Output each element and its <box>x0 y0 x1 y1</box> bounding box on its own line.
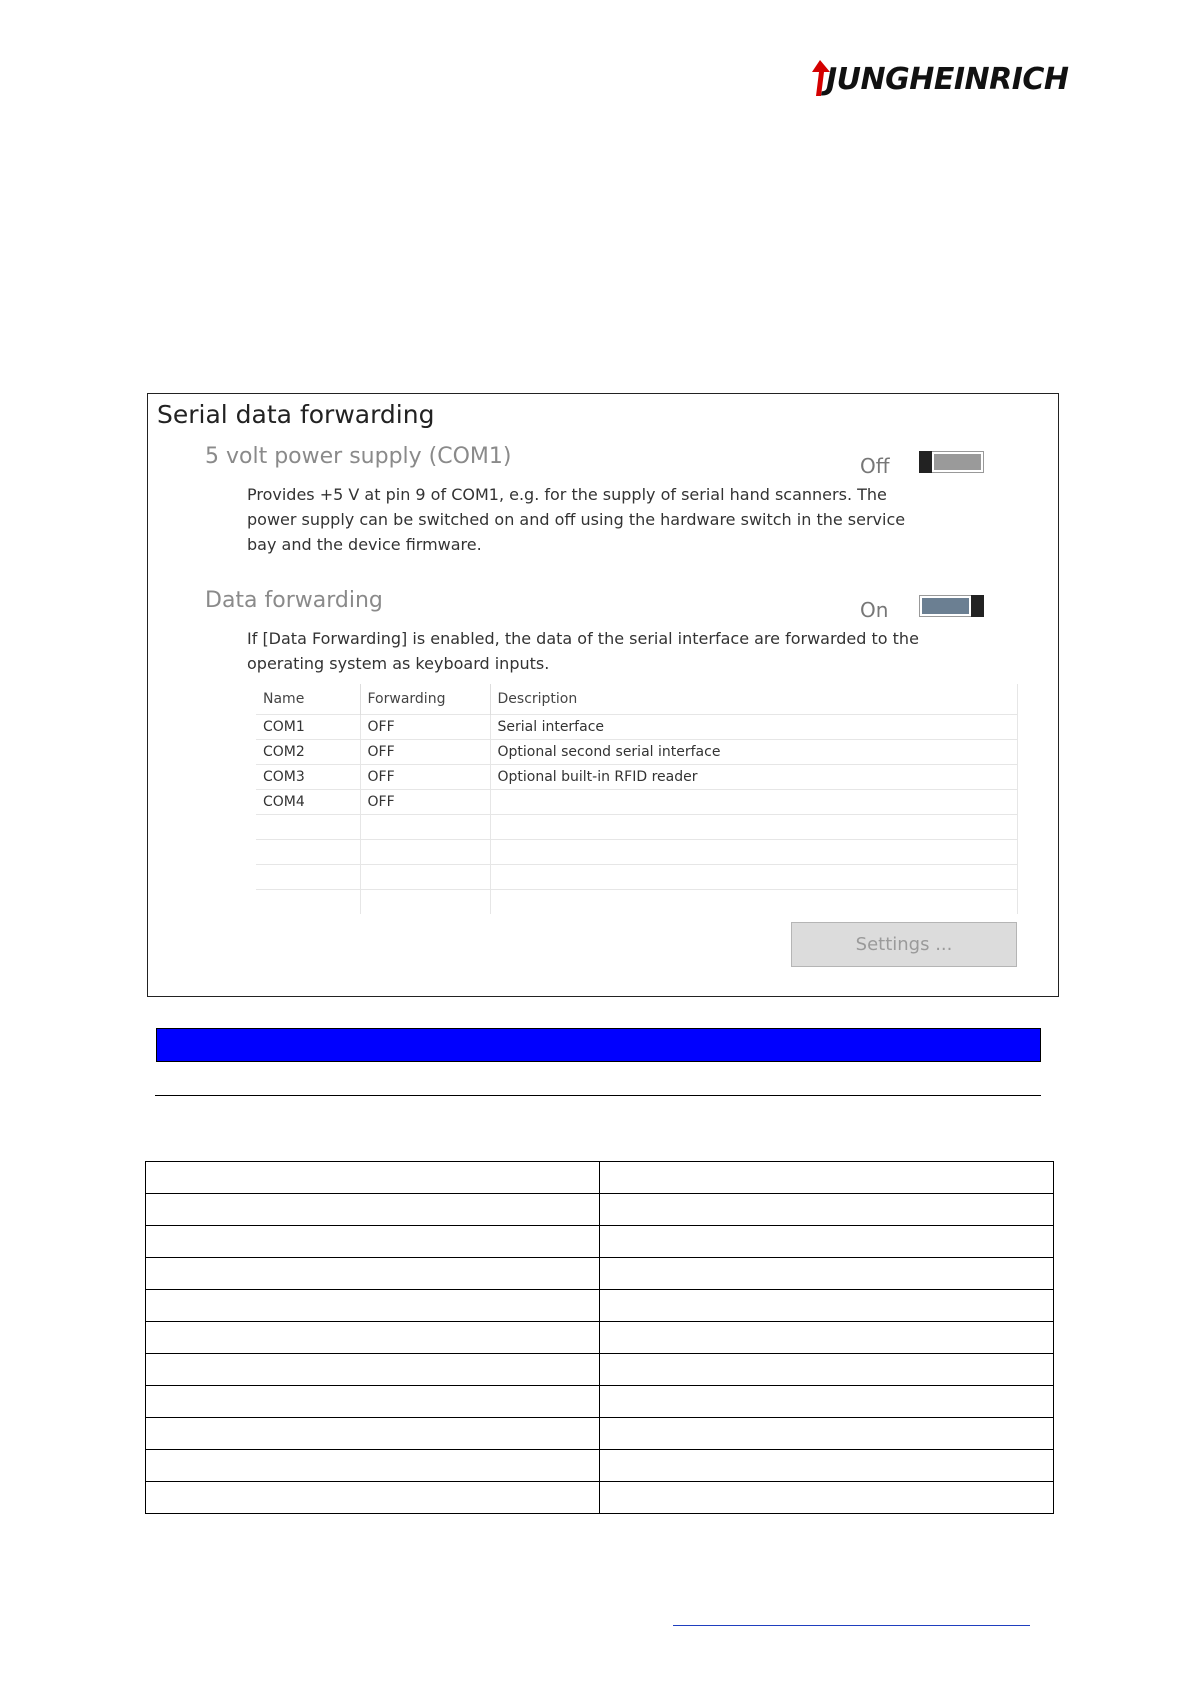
grid-row <box>146 1194 1054 1226</box>
grid-row <box>146 1386 1054 1418</box>
grid-cell <box>600 1418 1054 1450</box>
power-supply-description-line: bay and the device firmware. <box>247 535 482 554</box>
port-name: COM1 <box>256 715 360 740</box>
grid-cell <box>600 1354 1054 1386</box>
empty-table-row <box>256 840 1018 865</box>
power-supply-toggle[interactable] <box>919 451 984 473</box>
blue-highlight-bar <box>156 1028 1041 1062</box>
grid-cell <box>146 1290 600 1322</box>
grid-cell <box>146 1450 600 1482</box>
data-forwarding-description <box>247 626 919 676</box>
grid-cell <box>146 1418 600 1450</box>
jungheinrich-logo <box>808 58 1069 104</box>
data-forwarding-toggle[interactable] <box>919 595 984 617</box>
port-name: COM4 <box>256 790 360 815</box>
grid-row <box>146 1450 1054 1482</box>
port-description <box>490 790 1018 815</box>
grid-cell <box>600 1258 1054 1290</box>
empty-grid-table <box>145 1161 1054 1514</box>
grid-cell <box>600 1386 1054 1418</box>
grid-row <box>146 1258 1054 1290</box>
table-row[interactable] <box>256 765 1018 790</box>
grid-cell <box>600 1482 1054 1514</box>
table-row[interactable] <box>256 740 1018 765</box>
logo-wordmark: JUNGHEINRICH <box>826 62 1069 97</box>
grid-cell <box>600 1450 1054 1482</box>
toggle-track <box>934 454 981 470</box>
grid-cell <box>600 1290 1054 1322</box>
data-forwarding-description-line: operating system as keyboard inputs. <box>247 654 550 673</box>
toggle-track <box>922 598 969 614</box>
column-header-forwarding[interactable]: Forwarding <box>360 684 490 715</box>
grid-cell <box>600 1162 1054 1194</box>
grid-row <box>146 1482 1054 1514</box>
power-supply-title: 5 volt power supply (COM1) <box>205 444 512 469</box>
power-supply-description-line: Provides +5 V at pin 9 of COM1, e.g. for the supply of serial hand scanners. The <box>247 485 887 504</box>
empty-table-row <box>256 865 1018 890</box>
empty-table-row <box>256 890 1018 915</box>
grid-cell <box>146 1194 600 1226</box>
grid-row <box>146 1226 1054 1258</box>
panel-title: Serial data forwarding <box>157 400 435 429</box>
grid-cell <box>146 1226 600 1258</box>
grid-row <box>146 1162 1054 1194</box>
grid-cell <box>146 1386 600 1418</box>
grid-cell <box>600 1226 1054 1258</box>
toggle-knob[interactable] <box>971 595 984 617</box>
table-row[interactable] <box>256 715 1018 740</box>
data-forwarding-title: Data forwarding <box>205 588 383 613</box>
power-supply-description <box>247 482 905 557</box>
port-name: COM3 <box>256 765 360 790</box>
port-description: Optional second serial interface <box>490 740 1018 765</box>
com-ports-table <box>256 684 1018 914</box>
grid-cell <box>146 1162 600 1194</box>
settings-button[interactable]: Settings ... <box>791 922 1017 967</box>
data-forwarding-description-line: If [Data Forwarding] is enabled, the data of the serial interface are forwarded to the <box>247 629 919 648</box>
grid-row <box>146 1354 1054 1386</box>
grid-row <box>146 1290 1054 1322</box>
port-name: COM2 <box>256 740 360 765</box>
power-supply-toggle-label: Off <box>860 454 890 478</box>
table-row[interactable] <box>256 790 1018 815</box>
table-header-row <box>256 684 1018 715</box>
grid-cell <box>600 1322 1054 1354</box>
grid-row <box>146 1322 1054 1354</box>
grid-row <box>146 1418 1054 1450</box>
port-forwarding: OFF <box>360 715 490 740</box>
horizontal-divider <box>155 1095 1041 1096</box>
grid-cell <box>600 1194 1054 1226</box>
port-forwarding: OFF <box>360 740 490 765</box>
power-supply-description-line: power supply can be switched on and off using the hardware switch in the service <box>247 510 906 529</box>
serial-data-forwarding-panel <box>147 393 1059 997</box>
port-forwarding: OFF <box>360 765 490 790</box>
port-forwarding: OFF <box>360 790 490 815</box>
port-description: Serial interface <box>490 715 1018 740</box>
column-header-description[interactable]: Description <box>490 684 1018 715</box>
grid-cell <box>146 1482 600 1514</box>
grid-cell <box>146 1354 600 1386</box>
port-description: Optional built-in RFID reader <box>490 765 1018 790</box>
empty-table-row <box>256 815 1018 840</box>
data-forwarding-toggle-label: On <box>860 598 889 622</box>
grid-cell <box>146 1258 600 1290</box>
footer-link-underline[interactable] <box>673 1625 1030 1626</box>
column-header-name[interactable]: Name <box>256 684 360 715</box>
grid-cell <box>146 1322 600 1354</box>
toggle-knob[interactable] <box>919 451 932 473</box>
